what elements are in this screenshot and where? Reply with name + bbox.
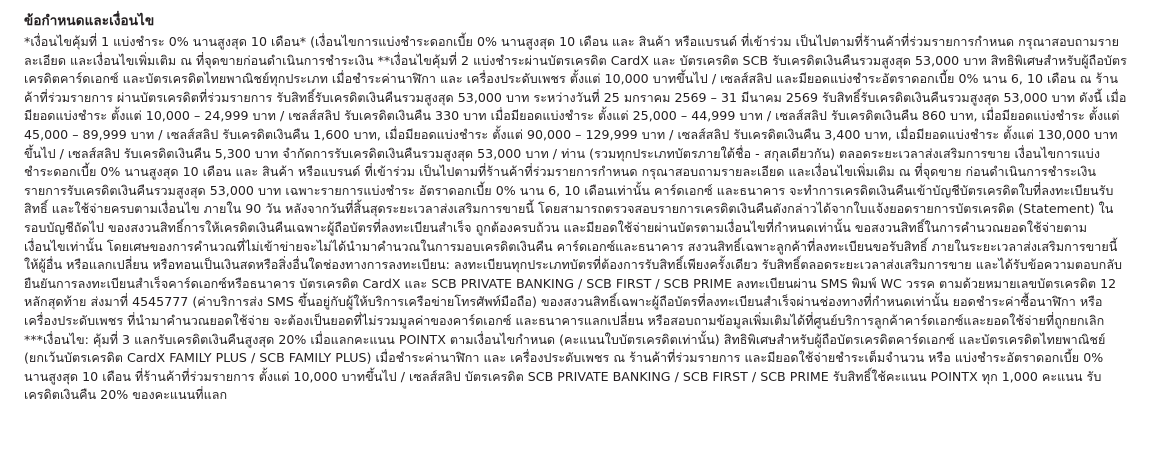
terms-paragraph-1: *เงื่อนไขคุ้มที่ 1 แบ่งชำระ 0% นานสูงสุด 10 เดือน* (เงื่อนไขการแบ่งชำระดอกเบี้ย 0% นานสูงสุด 10 เดือน และ สินค้า หรือแบรนด์ ที่เข้าร่วม เป็นไปตามที่ร้านค้าที่ร่วมรายการกำหนด กรุณาสอบถามรายละเอียด และเงื่อนไขเพิ่มเติม ณ ที่จุดขายก่อนดำเนินการชำระเงิน **เงื่อนไขคุ้มที่ 2 แบ่งชำระผ่านบัตรเครดิต CardX และ บัตรเครดิต SCB รับเครดิตเงินคืนรวมสูงสุด 53,000 บาท สิทธิพิเศษสำหรับผู้ถือบัตรเครดิตคาร์ดเอกซ์ และบัตรเครดิตไทยพาณิชย์ทุกประเภท เมื่อชำระค่านาฬิกา และ เครื่องประดับเพชร ตั้งแต่ 10,000 บาทขึ้นไป / เซลส์สลิป และมียอดแบ่งชำระอัตราดอกเบี้ย 0% นาน 6, 10 เดือน ณ ร้านค้าที่ร่วมรายการ ผ่านบัตรเครดิตที่ร่วมรายการ รับสิทธิ์รับเครดิตเงินคืนรวมสูงสุด 53,000 บาท ระหว่างวันที่ 25 มกราคม 2569 – 31 มีนาคม 2569 รับสิทธิ์รับเครดิตเงินคืนรวมสูงสุด 53,000 บาท ดังนี้ เมื่อมียอดแบ่งชำระ ตั้งแต่ 10,000 – 24,999 บาท / เซลส์สลิป รับเครดิตเงินคืน 330 บาท เมื่อมียอดแบ่งชำระ ตั้งแต่ 25,000 – 44,999 บาท / เซลส์สลิป รับเครดิตเงินคืน 860 บาท, เมื่อมียอดแบ่งชำระ ตั้งแต่ 45,000 – 89,999 บาท / เซลส์สลิป รับเครดิตเงินคืน 1,600 บาท, เมื่อมียอดแบ่งชำระ ตั้งแต่ 90,000 – 129,999 บาท / เซลส์สลิป รับเครดิตเงินคืน 3,400 บาท, เมื่อมียอดแบ่งชำระ ตั้งแต่ 130,000 บาทขึ้นไป / เซลส์สลิป รับเครดิตเงินคืน 5,300 บาท จำกัดการรับเครดิตเงินคืนรวมสูงสุด 53,000 บาท / ท่าน (รวมทุกประเภทบัตรภายใต้ชื่อ - สกุลเดียวกัน) ตลอดระยะเวลาส่งเสริมการขาย เงื่อนไขการแบ่งชำระดอกเบี้ย 0% นานสูงสุด 10 เดือน และ สินค้า หรือแบรนด์ ที่เข้าร่วม เป็นไปตามที่ร้านค้าที่ร่วมรายการกำหนด กรุณาสอบถามรายละเอียด และเงื่อนไขเพิ่มเติม ณ ที่จุดขาย ก่อนดำเนินการชำระเงินรายการรับเครดิตเงินคืนรวมสูงสุด 53,000 บาท เฉพาะรายการแบ่งชำระ อัตราดอกเบี้ย 0% นาน 6, 10 เดือนเท่านั้น คาร์ดเอกซ์ และธนาคาร จะทำการเครดิตเงินคืนเข้าบัญชีบัตรเครดิตใบที่ลงทะเบียนรับสิทธิ์ และใช้จ่ายครบตามเงื่อนไข ภายใน 90 วัน หลังจากวันที่สิ้นสุดระยะเวลาส่งเสริมการขายนี้ โดยสามารถตรวจสอบรายการเครดิตเงินคืนดังกล่าวได้จากใบแจ้งยอดรายการบัตรเครดิต (Statement) ในรอบบัญชีถัดไป ของสงวนสิทธิ์การให้เครดิตเงินคืนเฉพาะผู้ถือบัตรที่ลงทะเบียนสำเร็จ ถูกต้องครบถ้วน และมียอดใช้จ่ายผ่านบัตรตามเงื่อนไขที่กำหนดเท่านั้น ขอสงวนสิทธิ์ในการคำนวณยอดใช้จ่ายตามเงื่อนไขเท่านั้น โดยเศษของการคำนวณที่ไม่เข้าข่ายจะไม่ได้นำมาคำนวณในการมอบเครดิตเงินคืน คาร์ดเอกซ์และธนาคาร สงวนสิทธิ์เฉพาะลูกค้าที่ลงทะเบียนขอรับสิทธิ์ ภายในระยะเวลาส่งเสริมการขายนี้ให้ผู้อื่น หรือแลกเปลี่ยน หรือทอนเป็นเงินสดหรือสิ่งอื่นใดช่องทางการลงทะเบียน: ลงทะเบียนทุกประเภทบัตรที่ต้องการรับสิทธิ์เพียงครั้งเดียว รับสิทธิ์ตลอดระยะเวลาส่งเสริมการขาย และได้รับข้อความตอบกลับยืนยันการลงทะเบียนสำเร็จคาร์ดเอกซ์หรือธนาคาร บัตรเครดิต CardX และ SCB PRIVATE BANKING / SCB FIRST / SCB PRIME ลงทะเบียนผ่าน SMS พิมพ์ WC วรรค ตามด้วยหมายเลขบัตรเครดิต 12 หลักสุดท้าย ส่งมาที่ 4545777 (ค่าบริการส่ง SMS ขึ้นอยู่กับผู้ให้บริการเครือข่ายโทรศัพท์มือถือ) ของสงวนสิทธิ์เฉพาะผู้ถือบัตรที่ลงทะเบียนสำเร็จผ่านช่องทางที่กำหนดเท่านั้น ยอดชำระค่าซื้อนาฬิกา หรือ เครื่องประดับเพชร ที่นำมาคำนวณยอดใช้จ่าย จะต้องเป็นยอดที่ไม่รวมมูลค่าของคาร์ดเอกซ์ และธนาคารแลกเปลี่ยน หรือสอบถามข้อมูลเพิ่มเติมได้ที่ศูนย์บริการลูกค้าคาร์ดเอกซ์และยอดใช้จ่ายที่ถูกยกเลิก xyxy=(24,34,1127,328)
terms-body xyxy=(24,33,1128,405)
terms-paragraph-2: ***เงื่อนไข: คุ้มที่ 3 แลกรับเครดิตเงินคืนสูงสุด 20% เมื่อแลกคะแนน POINTX ตามเงื่อนไขกำหนด (คะแนนใบบัตรเครดิตเท่านั้น) สิทธิพิเศษสำหรับผู้ถือบัตรเครดิตคาร์ดเอกซ์ และบัตรเครดิตไทยพาณิชย์ (ยกเว้นบัตรเครดิต CardX FAMILY PLUS / SCB FAMILY PLUS) เมื่อชำระค่านาฬิกา และ เครื่องประดับเพชร ณ ร้านค้าที่ร่วมรายการ และมียอดใช้จ่ายชำระเต็มจำนวน หรือ แบ่งชำระอัตราดอกเบี้ย 0% นานสูงสุด 10 เดือน ที่ร้านค้าที่ร่วมรายการ ตั้งแต่ 10,000 บาทขึ้นไป / เซลส์สลิป บัตรเครดิต SCB PRIVATE BANKING / SCB FIRST / SCB PRIME รับสิทธิ์ใช้คะแนน POINTX ทุก 1,000 คะแนน รับเครดิตเงินคืน 20% ของคะแนนที่แลก xyxy=(24,331,1106,403)
page-title: ข้อกำหนดและเงื่อนไข xyxy=(24,13,155,29)
